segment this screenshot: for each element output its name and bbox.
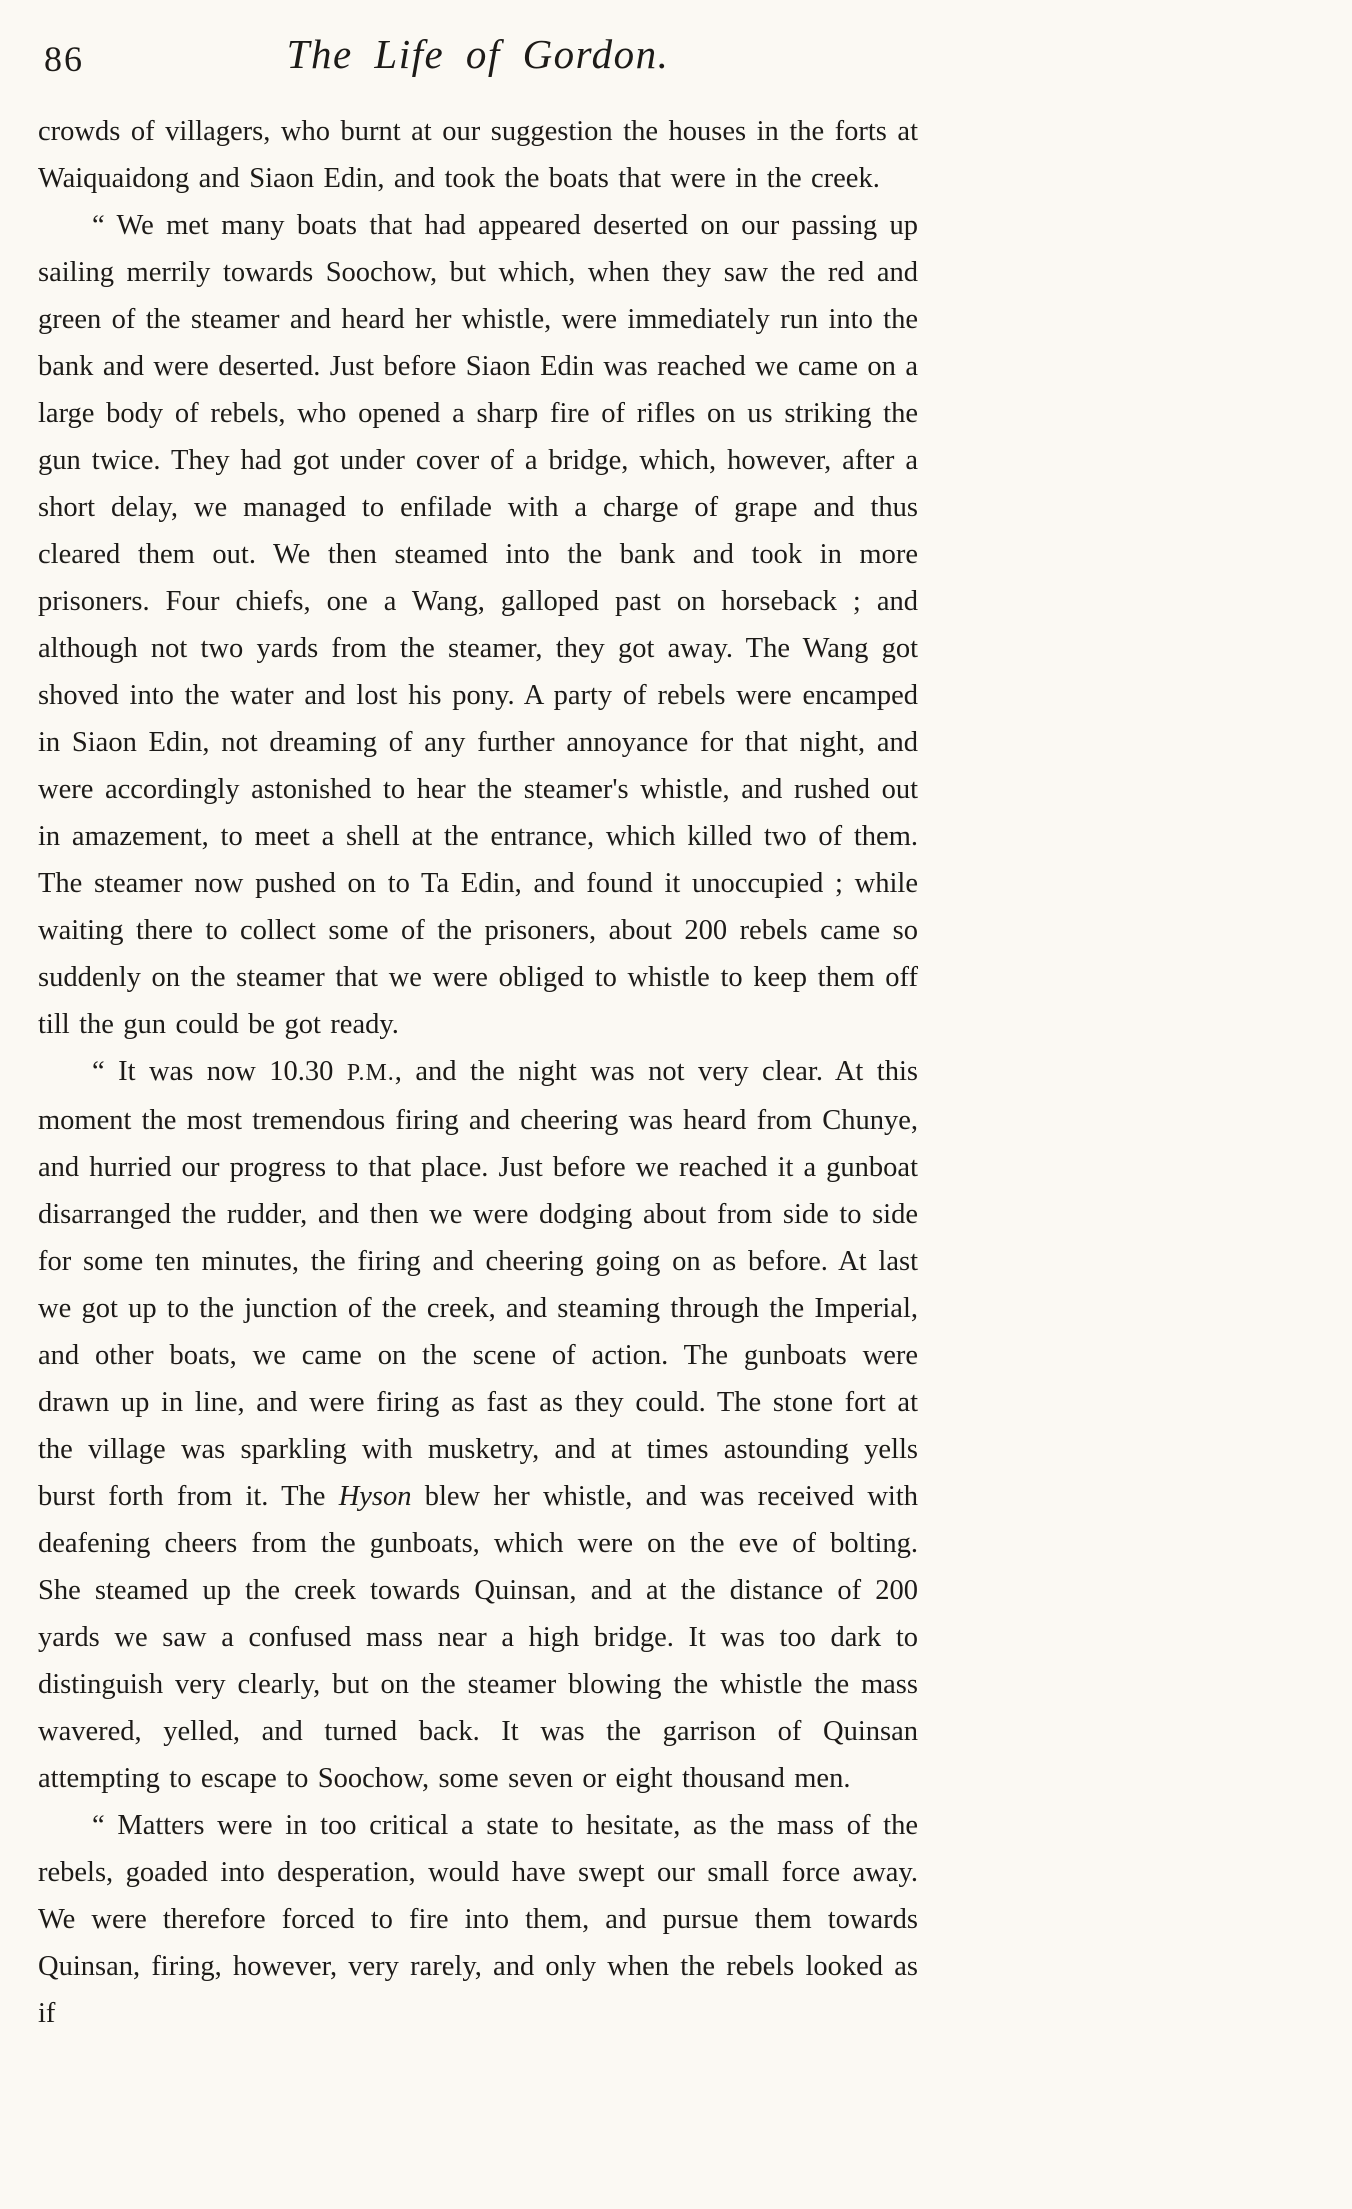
text-body xyxy=(38,108,918,2037)
page-header xyxy=(38,28,918,92)
paragraph xyxy=(38,202,918,1048)
paragraph xyxy=(38,1802,918,2037)
smallcaps-text: P.M. xyxy=(346,1060,395,1086)
italic-text: Hyson xyxy=(338,1481,412,1512)
paragraph xyxy=(38,1048,918,1802)
text-segment: crowds of villagers, who burnt at our suggestion the houses in the forts at Waiquaidong and Siaon Edin, and took the boats that were in the creek. xyxy=(38,116,918,194)
page-number: 86 xyxy=(44,39,84,79)
text-segment: blew her whistle, and was received with deafening cheers from the gunboats, which were on the eve of bolting. She steamed up the creek towards Quinsan, and at the distance of 200 yards we saw a confused mass near a high bridge. It was too dark to distinguish very clearly, but on the steamer blowing the whistle the mass wavered, yelled, and turned back. It was the garrison of Quinsan attempting to escape to Soochow, some seven or eight thousand men. xyxy=(38,1481,918,1794)
text-segment: “ It was now 10.30 xyxy=(92,1056,347,1087)
paragraph xyxy=(38,108,918,202)
text-segment: “ Matters were in too critical a state to hesitate, as the mass of the rebels, goaded into desperation, would have swept our small force away. We were therefore forced to fire into them, and pursue them towards Quinsan, firing, however, very rarely, and only when the rebels looked as if xyxy=(38,1810,918,2029)
text-segment: , and the night was not very clear. At this moment the most tremendous firing and cheering was heard from Chunye, and hurried our progress to that place. Just before we reached it a gunboat disarranged the rudder, and then we were dodging about from side to side for some ten minutes, the firing and cheering going on as before. At last we got up to the junction of the creek, and steaming through the Imperial, and other boats, we came on the scene of action. The gunboats were drawn up in line, and were firing as fast as they could. The stone fort at the village was sparkling with musketry, and at times astounding yells burst forth from it. The xyxy=(38,1056,918,1512)
running-title: The Life of Gordon. xyxy=(286,31,670,77)
text-segment: “ We met many boats that had appeared deserted on our passing up sailing merrily towards Soochow, but which, when they saw the red and green of the steamer and heard her whistle, were immediately run into the bank and were deserted. Just before Siaon Edin was reached we came on a large body of rebels, who opened a sharp fire of rifles on us striking the gun twice. They had got under cover of a bridge, which, however, after a short delay, we managed to enfilade with a charge of grape and thus cleared them out. We then steamed into the bank and took in more prisoners. Four chiefs, one a Wang, galloped past on horseback ; and although not two yards from the steamer, they got away. The Wang got shoved into the water and lost his pony. A party of rebels were encamped in Siaon Edin, not dreaming of any further annoyance for that night, and were accordingly astonished to hear the steamer's whistle, and rushed out in amazement, to meet a shell at the entrance, which killed two of them. The steamer now pushed on to Ta Edin, and found it unoccupied ; while waiting there to collect some of the prisoners, about 200 rebels came so suddenly on the steamer that we were obliged to whistle to keep them off till the gun could be got ready. xyxy=(38,210,918,1040)
